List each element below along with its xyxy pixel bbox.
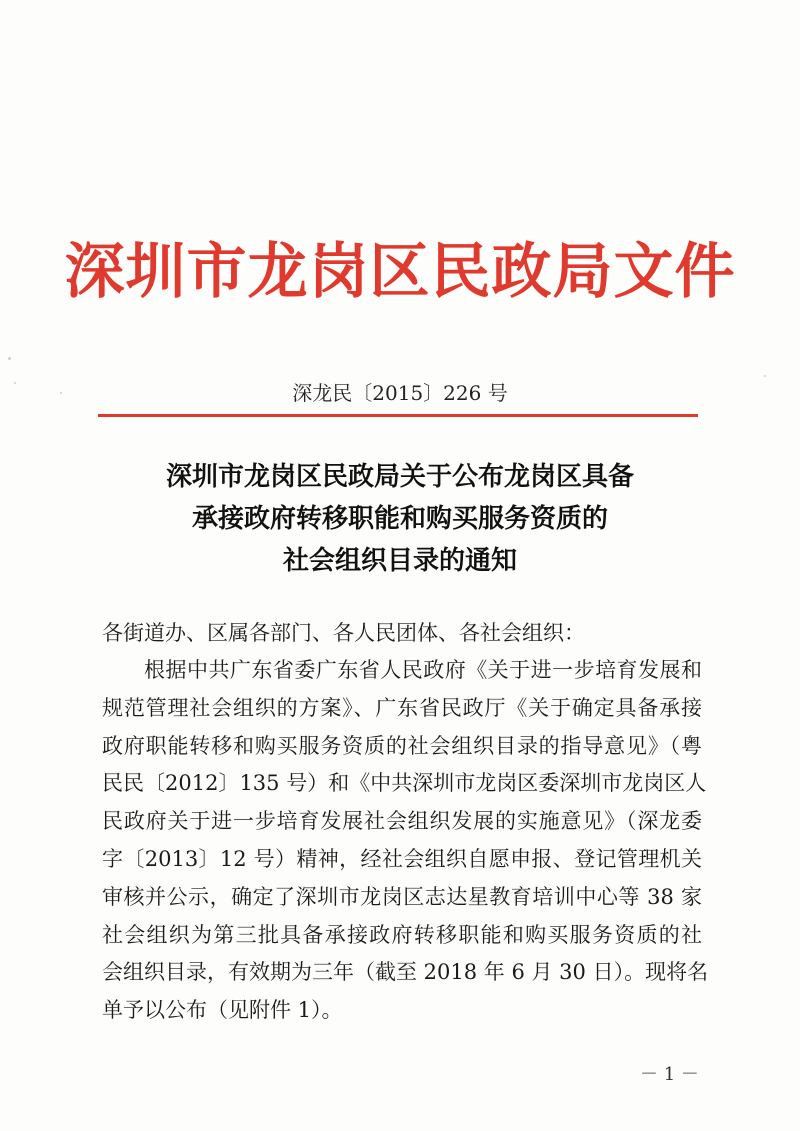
agency-header-title: 深圳市龙岗区民政局文件	[64, 237, 736, 307]
salutation: 各街道办、区属各部门、各人民团体、各社会组织：	[102, 621, 585, 645]
scan-speck	[14, 382, 16, 384]
scan-speck	[764, 375, 766, 377]
body-line: 政府职能转移和购买服务资质的社会组织目录的指导意见》（粤	[102, 733, 702, 758]
body-line: 单予以公布（见附件 1）。	[102, 998, 343, 1023]
page-number: － 1 －	[640, 1064, 699, 1085]
body-line: 民政府关于进一步培育发展社会组织发展的实施意见》（深龙委	[102, 809, 702, 834]
red-divider-line	[98, 414, 698, 417]
notice-title-line: 承接政府转移职能和购买服务资质的	[191, 504, 608, 534]
body-line: 会组织目录，有效期为三年（截至 2018 年 6 月 30 日）。现将名	[102, 960, 709, 985]
body-line: 民民〔2012〕135 号）和《中共深圳市龙岗区委深圳市龙岗区人	[102, 771, 707, 796]
body-line: 字〔2013〕12 号）精神，经社会组织自愿申报、登记管理机关	[102, 846, 702, 871]
notice-title-line: 深圳市龙岗区民政局关于公布龙岗区具备	[165, 462, 634, 492]
body-paragraph	[102, 652, 709, 1030]
document-number: 深龙民〔2015〕226 号	[292, 381, 508, 405]
body-line: 社会组织为第三批具备承接政府转移职能和购买服务资质的社	[102, 922, 702, 947]
body-line: 根据中共广东省委广东省人民政府《关于进一步培育发展和	[144, 658, 702, 682]
scan-speck	[60, 392, 62, 394]
scan-speck	[8, 357, 11, 360]
body-line: 审核并公示，确定了深圳市龙岗区志达星教育培训中心等 38 家	[102, 884, 702, 909]
notice-title	[60, 456, 740, 582]
body-line: 规范管理社会组织的方案》、广东省民政厅《关于确定具备承接	[102, 695, 702, 720]
notice-title-line: 社会组织目录的通知	[282, 546, 517, 576]
